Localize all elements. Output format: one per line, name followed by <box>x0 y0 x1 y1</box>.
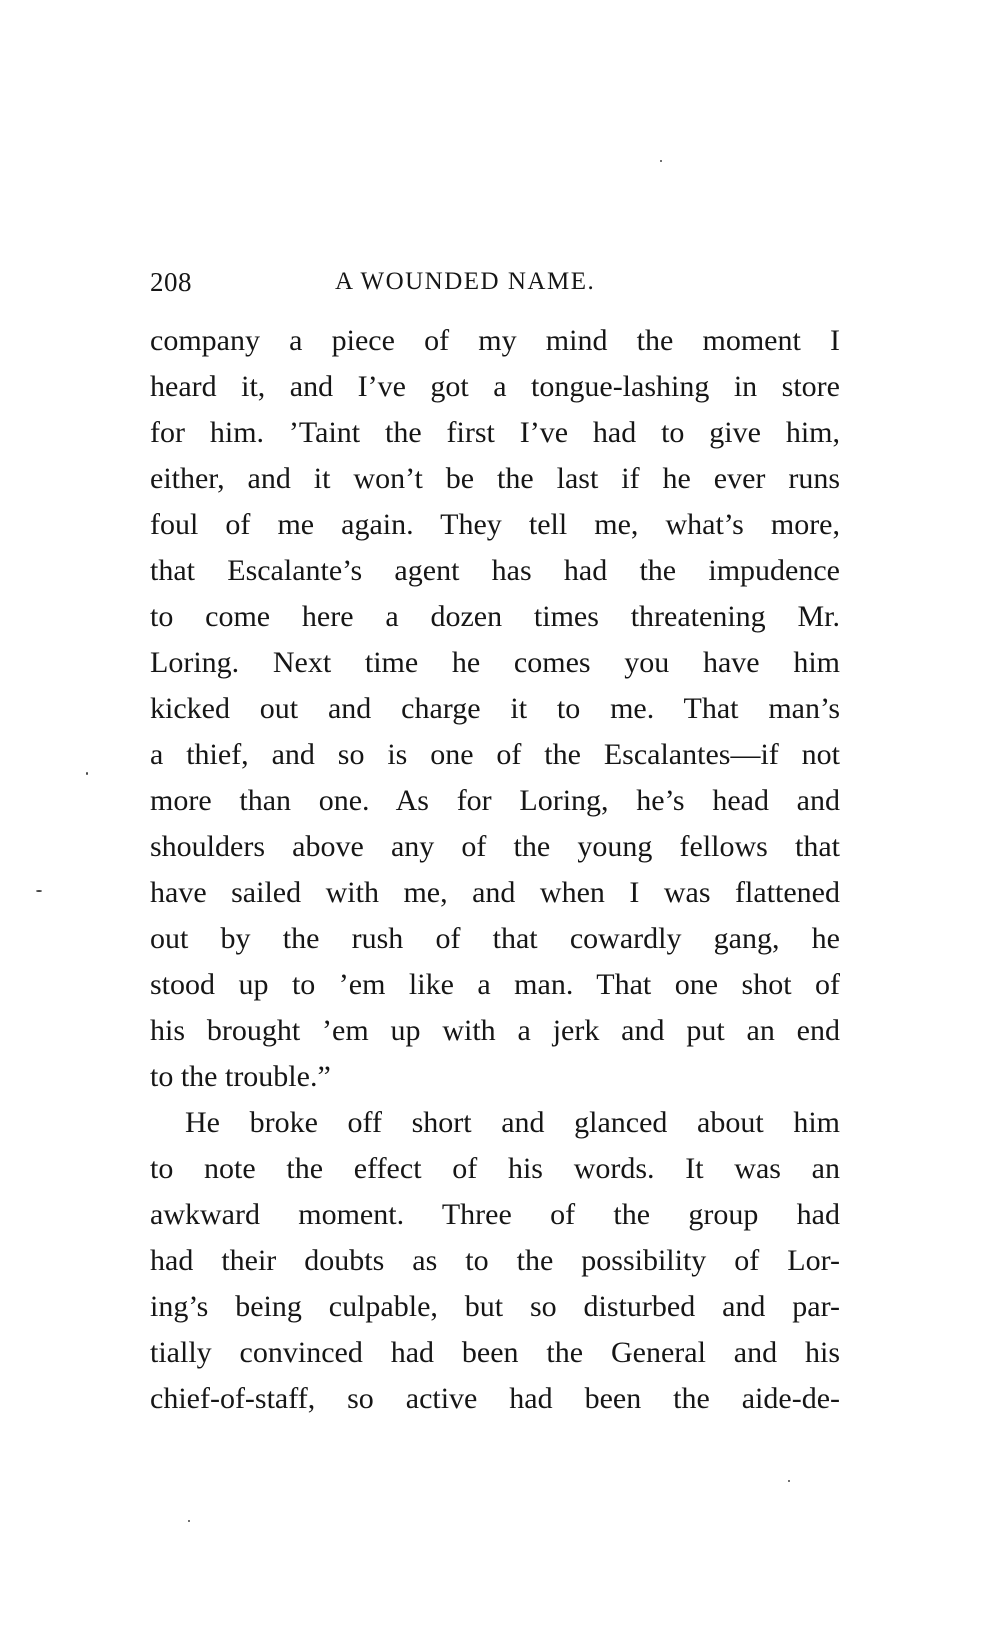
text-line: for him. ’Taint the first I’ve had to give him, <box>150 416 840 449</box>
scan-speck <box>188 1520 190 1522</box>
running-head <box>150 262 840 302</box>
page-number: 208 <box>150 267 192 297</box>
text-line: either, and it won’t be the last if he ever runs <box>150 462 840 495</box>
text-line: a thief, and so is one of the Escalantes—if not <box>150 738 840 771</box>
scan-speck <box>660 160 662 162</box>
text-line: chief-of-staff, so active had been the aide-de- <box>150 1382 840 1415</box>
scan-speck <box>36 890 42 892</box>
text-line: tially convinced had been the General and his <box>150 1336 840 1369</box>
text-line: stood up to ’em like a man. That one shot of <box>150 968 840 1001</box>
text-line: that Escalante’s agent has had the impudence <box>150 554 840 587</box>
text-line: out by the rush of that cowardly gang, he <box>150 922 840 955</box>
text-line: to the trouble.” <box>150 1060 331 1093</box>
running-title: A WOUNDED NAME. <box>335 268 596 295</box>
paragraph <box>150 1100 840 1422</box>
text-line: shoulders above any of the young fellows that <box>150 830 840 863</box>
text-line: to come here a dozen times threatening Mr. <box>150 600 840 633</box>
text-line: have sailed with me, and when I was flattened <box>150 876 840 909</box>
text-line: kicked out and charge it to me. That man’s <box>150 692 840 725</box>
text-line: his brought ’em up with a jerk and put an end <box>150 1014 840 1047</box>
text-line: awkward moment. Three of the group had <box>150 1198 840 1231</box>
text-line: more than one. As for Loring, he’s head and <box>150 784 840 817</box>
paragraph <box>150 318 840 1100</box>
text-line: ing’s being culpable, but so disturbed and par- <box>150 1290 840 1323</box>
scan-speck <box>788 1480 790 1482</box>
text-line: company a piece of my mind the moment I <box>150 324 840 357</box>
text-line: He broke off short and glanced about him <box>185 1106 840 1139</box>
text-block <box>150 318 840 1422</box>
text-line: to note the effect of his words. It was an <box>150 1152 840 1185</box>
text-line: foul of me again. They tell me, what’s more, <box>150 508 840 541</box>
text-line: Loring. Next time he comes you have him <box>150 646 840 679</box>
text-line: had their doubts as to the possibility of Lor- <box>150 1244 840 1277</box>
text-line: heard it, and I’ve got a tongue-lashing in store <box>150 370 840 403</box>
scan-speck <box>86 772 88 775</box>
